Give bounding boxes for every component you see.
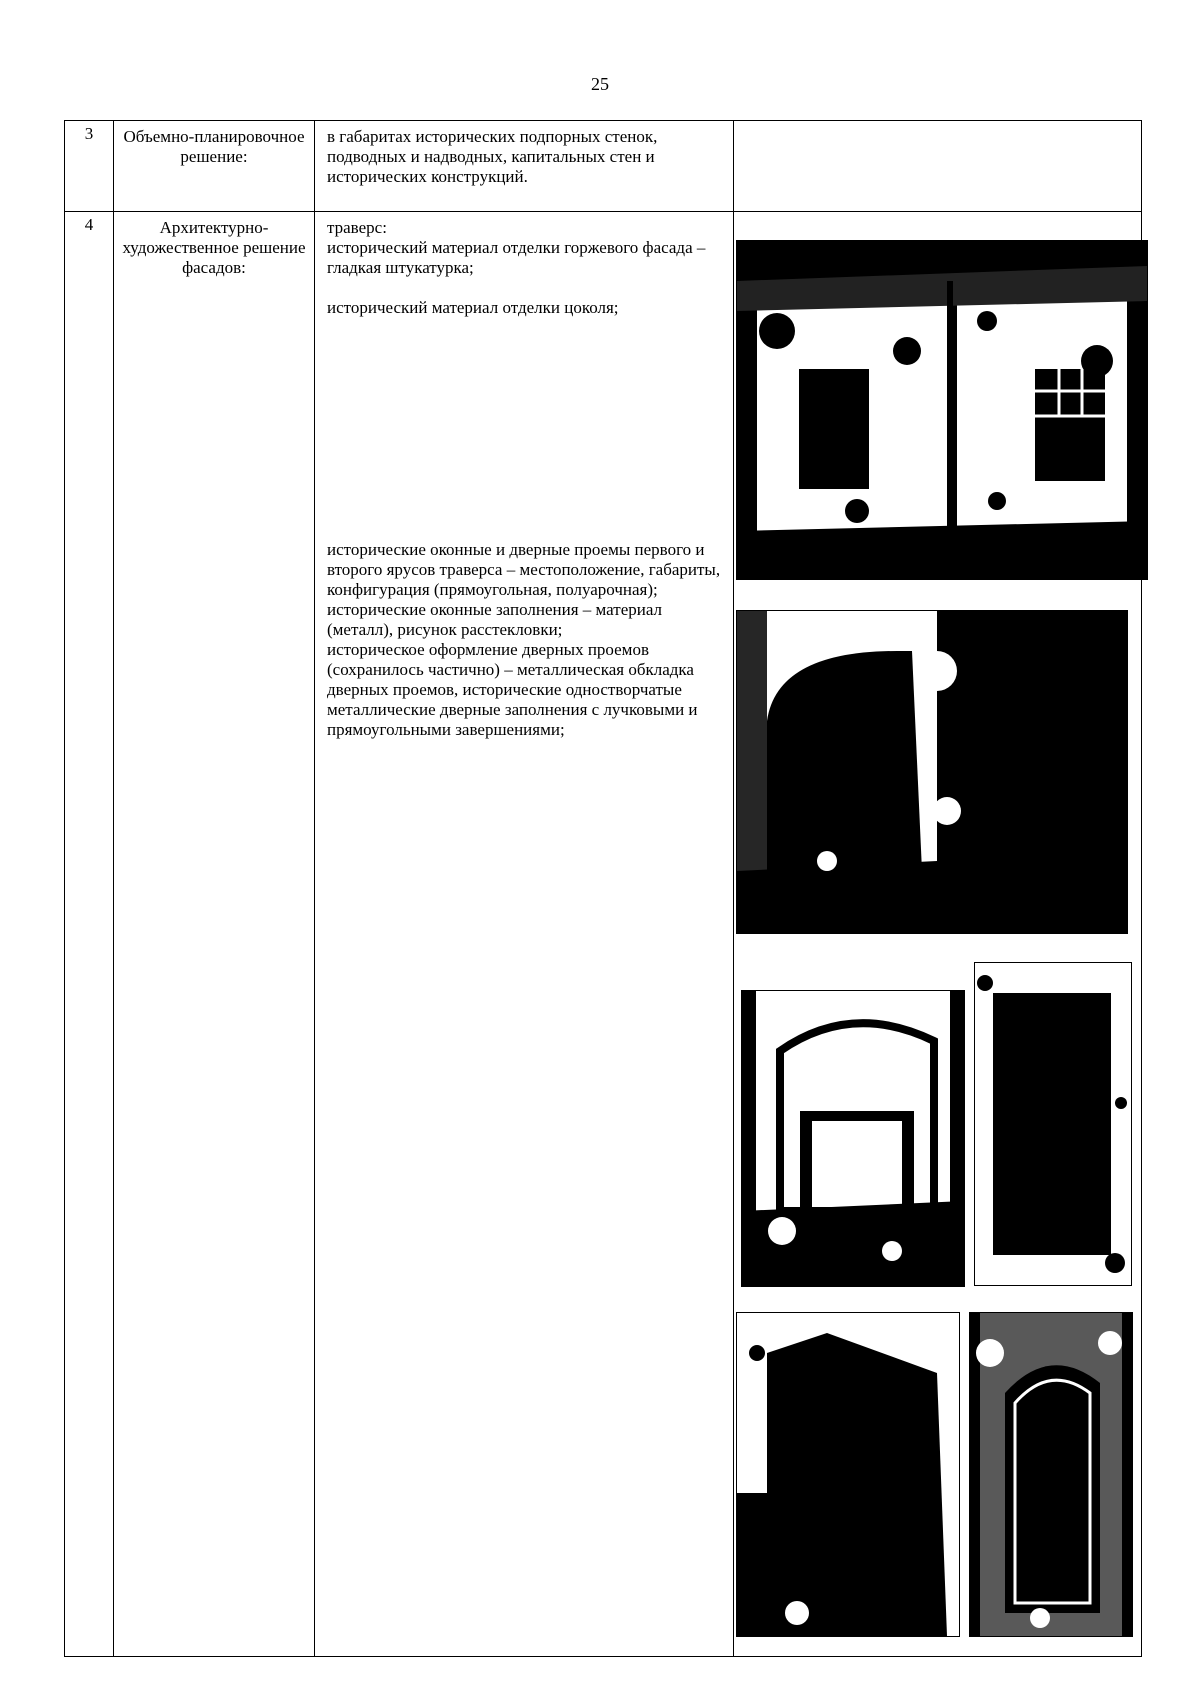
row-name-cell: [114, 121, 315, 212]
rectangular-door-photo: [974, 962, 1132, 1286]
arched-door-frame-image: [970, 1313, 1132, 1636]
page-number: 25: [591, 74, 609, 94]
arched-door-frame-photo: [969, 1312, 1133, 1637]
row-number-cell: [65, 121, 114, 212]
facade-image: [737, 241, 1147, 579]
doorways-image: [737, 611, 1127, 933]
photo-cell: [734, 121, 1142, 212]
row-description-cell: [315, 212, 734, 1657]
arched-opening-image: [742, 991, 964, 1286]
row-name: Архитектурно-художественное решение фасадов:: [122, 218, 306, 277]
description-text: в габаритах исторических подпорных стенок, подводных и надводных, капитальных стен и исторических конструкций.: [327, 127, 658, 186]
description-text: исторические оконные заполнения – материал (металл), рисунок расстекловки;: [327, 600, 663, 639]
row-description-cell: [315, 121, 734, 212]
dark-doorway-photo: [736, 1312, 960, 1637]
row-name: Объемно-планировочное решение:: [123, 127, 305, 166]
row-number-cell: [65, 212, 114, 1657]
row-number: 4: [84, 215, 94, 234]
arched-opening-photo: [741, 990, 965, 1287]
dark-doorway-image: [737, 1313, 959, 1636]
description-text: исторический материал отделки горжевого фасада – гладкая штукатурка;: [327, 238, 706, 277]
table-row: [65, 121, 1142, 212]
description-text: исторический материал отделки цоколя;: [327, 298, 619, 317]
facade-photo: [736, 240, 1148, 580]
rectangular-door-image: [975, 963, 1131, 1285]
description-heading: траверс:: [327, 218, 387, 237]
row-name-cell: [114, 212, 315, 1657]
row-number: 3: [84, 124, 94, 143]
description-text: историческое оформление дверных проемов (сохранилось частично) – металлическая обкладка дверных проемов, исторические одностворчатые металлические дверные заполнения с лучковыми и прямоугольными завершениями;: [327, 640, 698, 739]
description-text: исторические оконные и дверные проемы первого и второго ярусов траверса – местоположение, габариты, конфигурация (прямоугольная, полуарочная);: [327, 540, 721, 599]
doorways-photo: [736, 610, 1128, 934]
